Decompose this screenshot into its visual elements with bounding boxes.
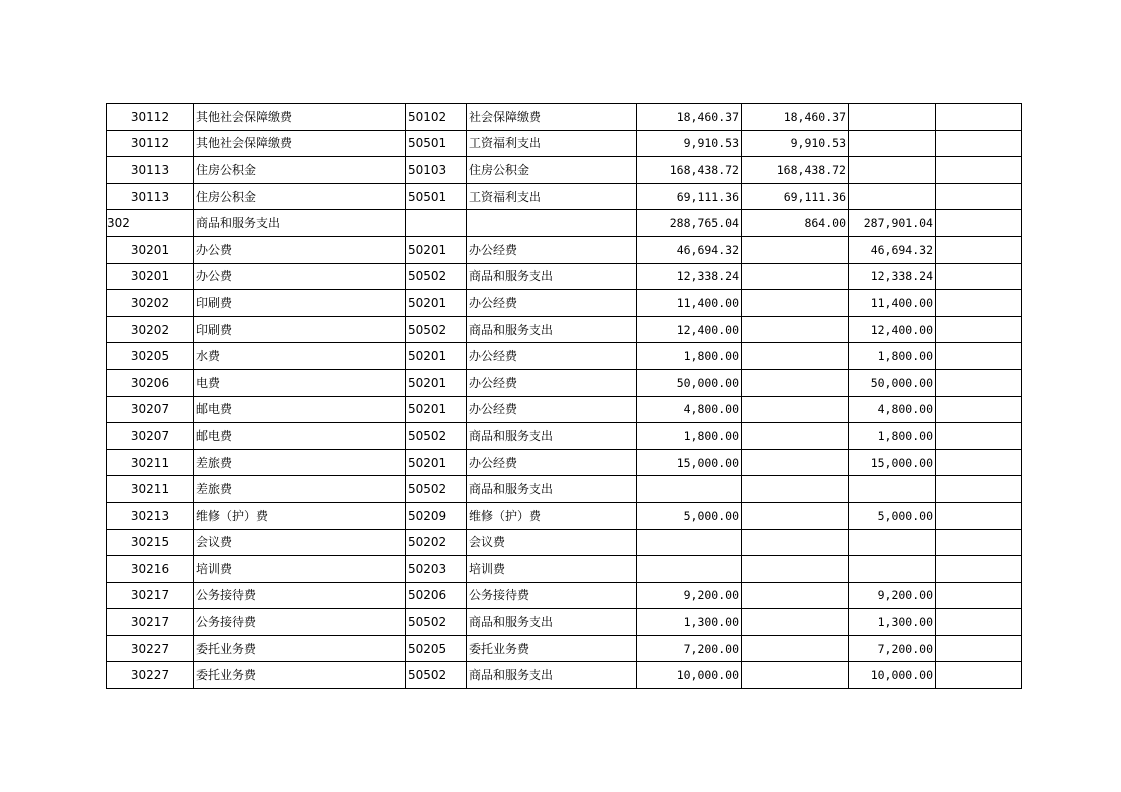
extra-cell [936,582,1022,609]
basic-amount-cell [742,582,849,609]
project-amount-cell: 50,000.00 [849,369,936,396]
project-amount-cell [849,183,936,210]
function-name-cell: 工资福利支出 [467,130,637,157]
extra-cell [936,316,1022,343]
basic-amount-cell [742,290,849,317]
total-amount-cell: 46,694.32 [637,236,742,263]
function-code-cell: 50206 [406,582,467,609]
function-code-cell: 50501 [406,130,467,157]
extra-cell [936,635,1022,662]
table-row [107,396,1022,423]
function-name-cell: 办公经费 [467,290,637,317]
extra-cell [936,609,1022,636]
project-amount-cell: 15,000.00 [849,449,936,476]
economic-code-cell: 30113 [107,157,194,184]
function-code-cell: 50201 [406,396,467,423]
table-row [107,263,1022,290]
table-row [107,662,1022,689]
project-amount-cell [849,157,936,184]
project-amount-cell: 7,200.00 [849,635,936,662]
basic-amount-cell [742,343,849,370]
function-name-cell: 商品和服务支出 [467,662,637,689]
total-amount-cell: 7,200.00 [637,635,742,662]
economic-code-cell: 30211 [107,476,194,503]
table-row [107,449,1022,476]
function-code-cell: 50201 [406,369,467,396]
economic-name-cell: 差旅费 [194,449,406,476]
economic-name-cell: 委托业务费 [194,662,406,689]
project-amount-cell: 12,400.00 [849,316,936,343]
total-amount-cell: 69,111.36 [637,183,742,210]
table-row [107,290,1022,317]
economic-name-cell: 公务接待费 [194,609,406,636]
economic-code-cell: 30113 [107,183,194,210]
table-row [107,343,1022,370]
total-amount-cell: 12,400.00 [637,316,742,343]
table-row [107,157,1022,184]
table-row [107,369,1022,396]
economic-code-cell: 30206 [107,369,194,396]
total-amount-cell: 50,000.00 [637,369,742,396]
function-code-cell: 50202 [406,529,467,556]
function-code-cell: 50502 [406,316,467,343]
economic-code-cell: 30215 [107,529,194,556]
function-name-cell: 商品和服务支出 [467,476,637,503]
extra-cell [936,529,1022,556]
economic-name-cell: 委托业务费 [194,635,406,662]
economic-name-cell: 邮电费 [194,396,406,423]
extra-cell [936,130,1022,157]
economic-code-cell: 30227 [107,635,194,662]
extra-cell [936,157,1022,184]
basic-amount-cell [742,662,849,689]
basic-amount-cell: 9,910.53 [742,130,849,157]
project-amount-cell: 46,694.32 [849,236,936,263]
economic-code-cell: 30112 [107,104,194,131]
function-code-cell: 50502 [406,662,467,689]
function-name-cell: 培训费 [467,556,637,583]
economic-code-cell: 30207 [107,423,194,450]
table-row [107,183,1022,210]
extra-cell [936,423,1022,450]
function-name-cell: 公务接待费 [467,582,637,609]
economic-name-cell: 印刷费 [194,316,406,343]
project-amount-cell [849,130,936,157]
function-code-cell: 50201 [406,343,467,370]
function-name-cell: 住房公积金 [467,157,637,184]
economic-name-cell: 会议费 [194,529,406,556]
function-name-cell: 办公经费 [467,449,637,476]
function-code-cell: 50502 [406,476,467,503]
basic-amount-cell [742,476,849,503]
total-amount-cell: 9,200.00 [637,582,742,609]
total-amount-cell: 1,800.00 [637,343,742,370]
table-body [107,104,1022,689]
total-amount-cell [637,529,742,556]
basic-amount-cell [742,396,849,423]
table-row [107,423,1022,450]
function-name-cell [467,210,637,237]
economic-code-cell: 30205 [107,343,194,370]
function-name-cell: 办公经费 [467,369,637,396]
economic-code-cell: 30201 [107,263,194,290]
function-code-cell: 50502 [406,423,467,450]
total-amount-cell: 5,000.00 [637,502,742,529]
project-amount-cell [849,556,936,583]
table-row [107,210,1022,237]
total-amount-cell [637,556,742,583]
total-amount-cell: 18,460.37 [637,104,742,131]
economic-name-cell: 电费 [194,369,406,396]
economic-code-cell: 30207 [107,396,194,423]
total-amount-cell: 12,338.24 [637,263,742,290]
project-amount-cell [849,104,936,131]
function-name-cell: 办公经费 [467,343,637,370]
extra-cell [936,183,1022,210]
extra-cell [936,476,1022,503]
economic-name-cell: 住房公积金 [194,183,406,210]
extra-cell [936,369,1022,396]
table-row [107,609,1022,636]
economic-name-cell: 维修（护）费 [194,502,406,529]
total-amount-cell: 11,400.00 [637,290,742,317]
basic-amount-cell [742,423,849,450]
economic-name-cell: 水费 [194,343,406,370]
function-name-cell: 维修（护）费 [467,502,637,529]
economic-code-cell: 30202 [107,290,194,317]
total-amount-cell: 4,800.00 [637,396,742,423]
project-amount-cell: 4,800.00 [849,396,936,423]
basic-amount-cell [742,556,849,583]
function-name-cell: 社会保障缴费 [467,104,637,131]
economic-code-cell: 30227 [107,662,194,689]
project-amount-cell: 1,800.00 [849,343,936,370]
extra-cell [936,290,1022,317]
function-code-cell: 50103 [406,157,467,184]
total-amount-cell: 15,000.00 [637,449,742,476]
basic-amount-cell: 69,111.36 [742,183,849,210]
project-amount-cell: 1,800.00 [849,423,936,450]
table-row [107,582,1022,609]
function-code-cell: 50502 [406,609,467,636]
basic-amount-cell [742,369,849,396]
economic-name-cell: 其他社会保障缴费 [194,104,406,131]
economic-code-cell: 30217 [107,609,194,636]
total-amount-cell: 1,800.00 [637,423,742,450]
economic-name-cell: 住房公积金 [194,157,406,184]
table-row [107,476,1022,503]
basic-amount-cell [742,449,849,476]
table-row [107,316,1022,343]
total-amount-cell: 168,438.72 [637,157,742,184]
economic-code-cell: 30201 [107,236,194,263]
economic-code-cell: 30217 [107,582,194,609]
economic-code-cell: 302 [107,210,194,237]
table-row [107,104,1022,131]
project-amount-cell: 287,901.04 [849,210,936,237]
project-amount-cell: 10,000.00 [849,662,936,689]
function-name-cell: 商品和服务支出 [467,263,637,290]
total-amount-cell: 1,300.00 [637,609,742,636]
economic-code-cell: 30112 [107,130,194,157]
economic-code-cell: 30216 [107,556,194,583]
project-amount-cell: 11,400.00 [849,290,936,317]
extra-cell [936,556,1022,583]
function-code-cell: 50205 [406,635,467,662]
total-amount-cell: 288,765.04 [637,210,742,237]
basic-amount-cell: 168,438.72 [742,157,849,184]
extra-cell [936,104,1022,131]
extra-cell [936,396,1022,423]
table-row [107,529,1022,556]
table-row [107,502,1022,529]
economic-name-cell: 办公费 [194,263,406,290]
function-name-cell: 商品和服务支出 [467,609,637,636]
extra-cell [936,502,1022,529]
function-code-cell: 50201 [406,449,467,476]
extra-cell [936,210,1022,237]
project-amount-cell: 5,000.00 [849,502,936,529]
basic-amount-cell [742,635,849,662]
economic-name-cell: 商品和服务支出 [194,210,406,237]
extra-cell [936,449,1022,476]
economic-code-cell: 30202 [107,316,194,343]
function-name-cell: 会议费 [467,529,637,556]
function-code-cell: 50502 [406,263,467,290]
function-name-cell: 商品和服务支出 [467,423,637,450]
basic-amount-cell [742,316,849,343]
basic-amount-cell [742,529,849,556]
basic-amount-cell [742,609,849,636]
function-code-cell: 50201 [406,290,467,317]
economic-code-cell: 30213 [107,502,194,529]
expenditure-table [106,103,1022,689]
extra-cell [936,263,1022,290]
function-name-cell: 商品和服务支出 [467,316,637,343]
project-amount-cell [849,529,936,556]
basic-amount-cell [742,502,849,529]
function-code-cell: 50501 [406,183,467,210]
economic-name-cell: 印刷费 [194,290,406,317]
extra-cell [936,236,1022,263]
function-code-cell [406,210,467,237]
function-code-cell: 50102 [406,104,467,131]
total-amount-cell [637,476,742,503]
economic-name-cell: 差旅费 [194,476,406,503]
economic-name-cell: 邮电费 [194,423,406,450]
table-row [107,236,1022,263]
function-code-cell: 50201 [406,236,467,263]
economic-name-cell: 培训费 [194,556,406,583]
economic-name-cell: 公务接待费 [194,582,406,609]
function-name-cell: 办公经费 [467,396,637,423]
total-amount-cell: 10,000.00 [637,662,742,689]
extra-cell [936,343,1022,370]
project-amount-cell [849,476,936,503]
economic-code-cell: 30211 [107,449,194,476]
economic-name-cell: 其他社会保障缴费 [194,130,406,157]
function-code-cell: 50209 [406,502,467,529]
basic-amount-cell: 18,460.37 [742,104,849,131]
extra-cell [936,662,1022,689]
project-amount-cell: 1,300.00 [849,609,936,636]
function-name-cell: 工资福利支出 [467,183,637,210]
table-row [107,556,1022,583]
function-name-cell: 办公经费 [467,236,637,263]
basic-amount-cell [742,263,849,290]
project-amount-cell: 9,200.00 [849,582,936,609]
table-row [107,635,1022,662]
project-amount-cell: 12,338.24 [849,263,936,290]
total-amount-cell: 9,910.53 [637,130,742,157]
basic-amount-cell: 864.00 [742,210,849,237]
function-name-cell: 委托业务费 [467,635,637,662]
function-code-cell: 50203 [406,556,467,583]
basic-amount-cell [742,236,849,263]
economic-name-cell: 办公费 [194,236,406,263]
table-row [107,130,1022,157]
